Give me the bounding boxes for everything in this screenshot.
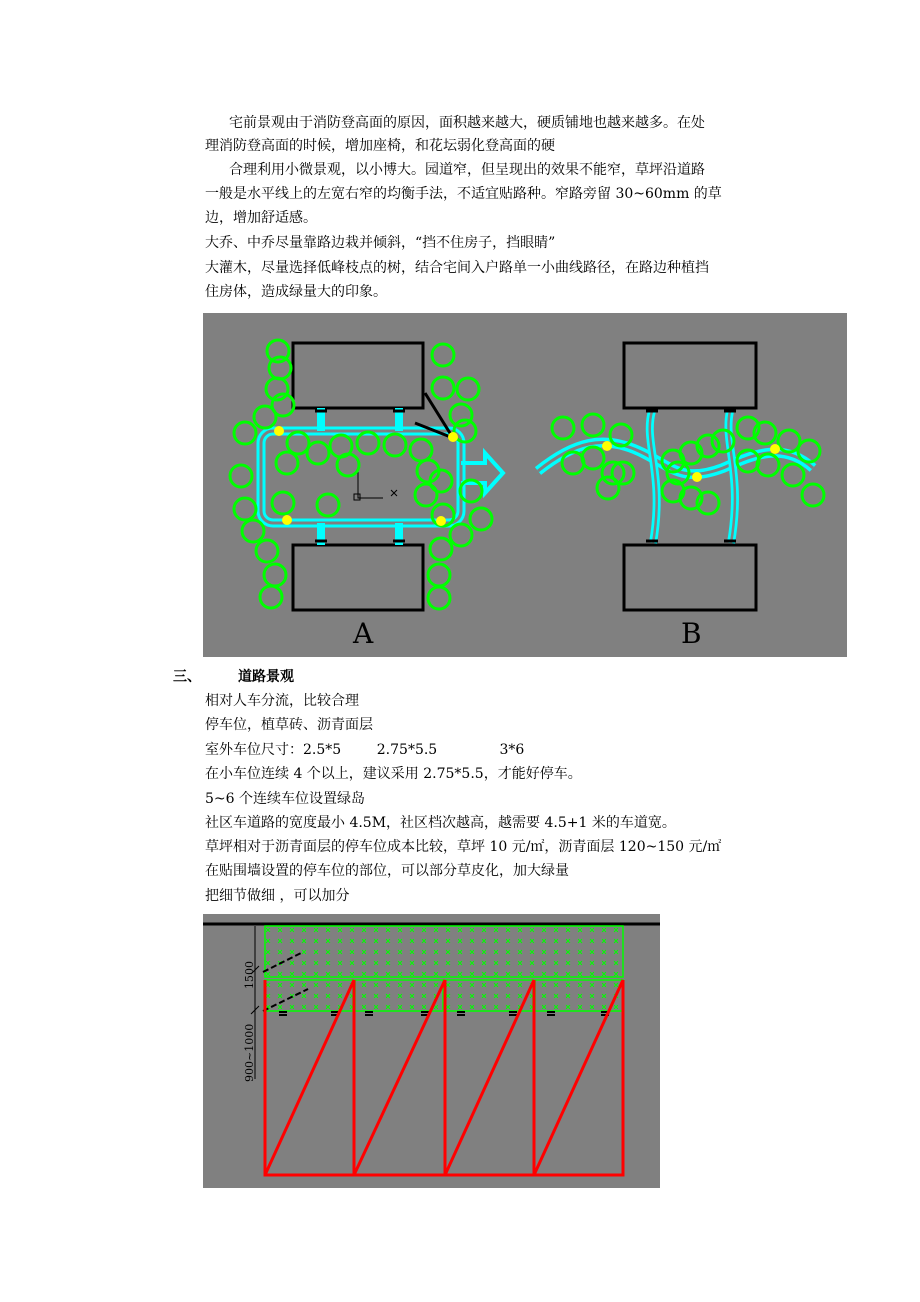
landscape-diagram [203,313,847,657]
section-line-2: 停车位，植草砖、沥青面层 [205,717,373,733]
intro-line-1: 宅前景观由于消防登高面的原因，面积越来越大，硬质铺地也越来越多。在处 [229,115,705,131]
label-a: A [353,617,374,650]
section-title: 道路景观 [238,669,294,685]
section-line-9: 把细节做细 ，可以加分 [205,888,350,904]
intro-line-4: 一般是水平线上的左宽右窄的均衡手法，不适宜贴路种。窄路旁留 30~60mm 的草 [205,186,722,202]
section-line-1: 相对人车分流，比较合理 [205,693,359,709]
parking-diagram [203,914,660,1188]
section-line-8: 在贴围墙设置的停车位的部位，可以部分草皮化，加大绿量 [205,863,569,879]
intro-line-8: 住房体，造成绿量大的印象。 [205,284,387,300]
label-b: B [681,617,702,650]
intro-line-5: 边，增加舒适感。 [205,210,317,226]
section-line-7: 草坪相对于沥青面层的停车位成本比较，草坪 10 元/㎡，沥青面层 120~150 元/㎡ [205,839,722,855]
intro-line-7: 大灌木，尽量选择低峰枝点的树，结合宅间入户路单一小曲线路径，在路边种植挡 [205,260,709,276]
intro-line-2: 理消防登高面的时候，增加座椅，和花坛弱化登高面的硬 [205,138,555,154]
section-line-6: 社区车道路的宽度最小 4.5M，社区档次越高，越需要 4.5+1 米的车道宽。 [205,815,676,831]
intro-line-3: 合理利用小微景观，以小博大。园道窄，但呈现出的效果不能窄，草坪沿道路 [229,162,705,178]
section-line-4: 在小车位连续 4 个以上，建议采用 2.75*5.5，才能好停车。 [205,766,582,782]
section-line-3: 室外车位尺寸：2.5*5 2.75*5.5 3*6 [205,742,525,758]
section-line-5: 5~6 个连续车位设置绿岛 [205,791,365,807]
dim-label-1500: 1500 [243,961,256,989]
intro-line-6: 大乔、中乔尽量靠路边栽并倾斜，“挡不住房子，挡眼睛” [205,235,556,251]
section-number: 三、 [173,669,201,685]
dim-label-900-1000: 900~1000 [243,1023,256,1082]
